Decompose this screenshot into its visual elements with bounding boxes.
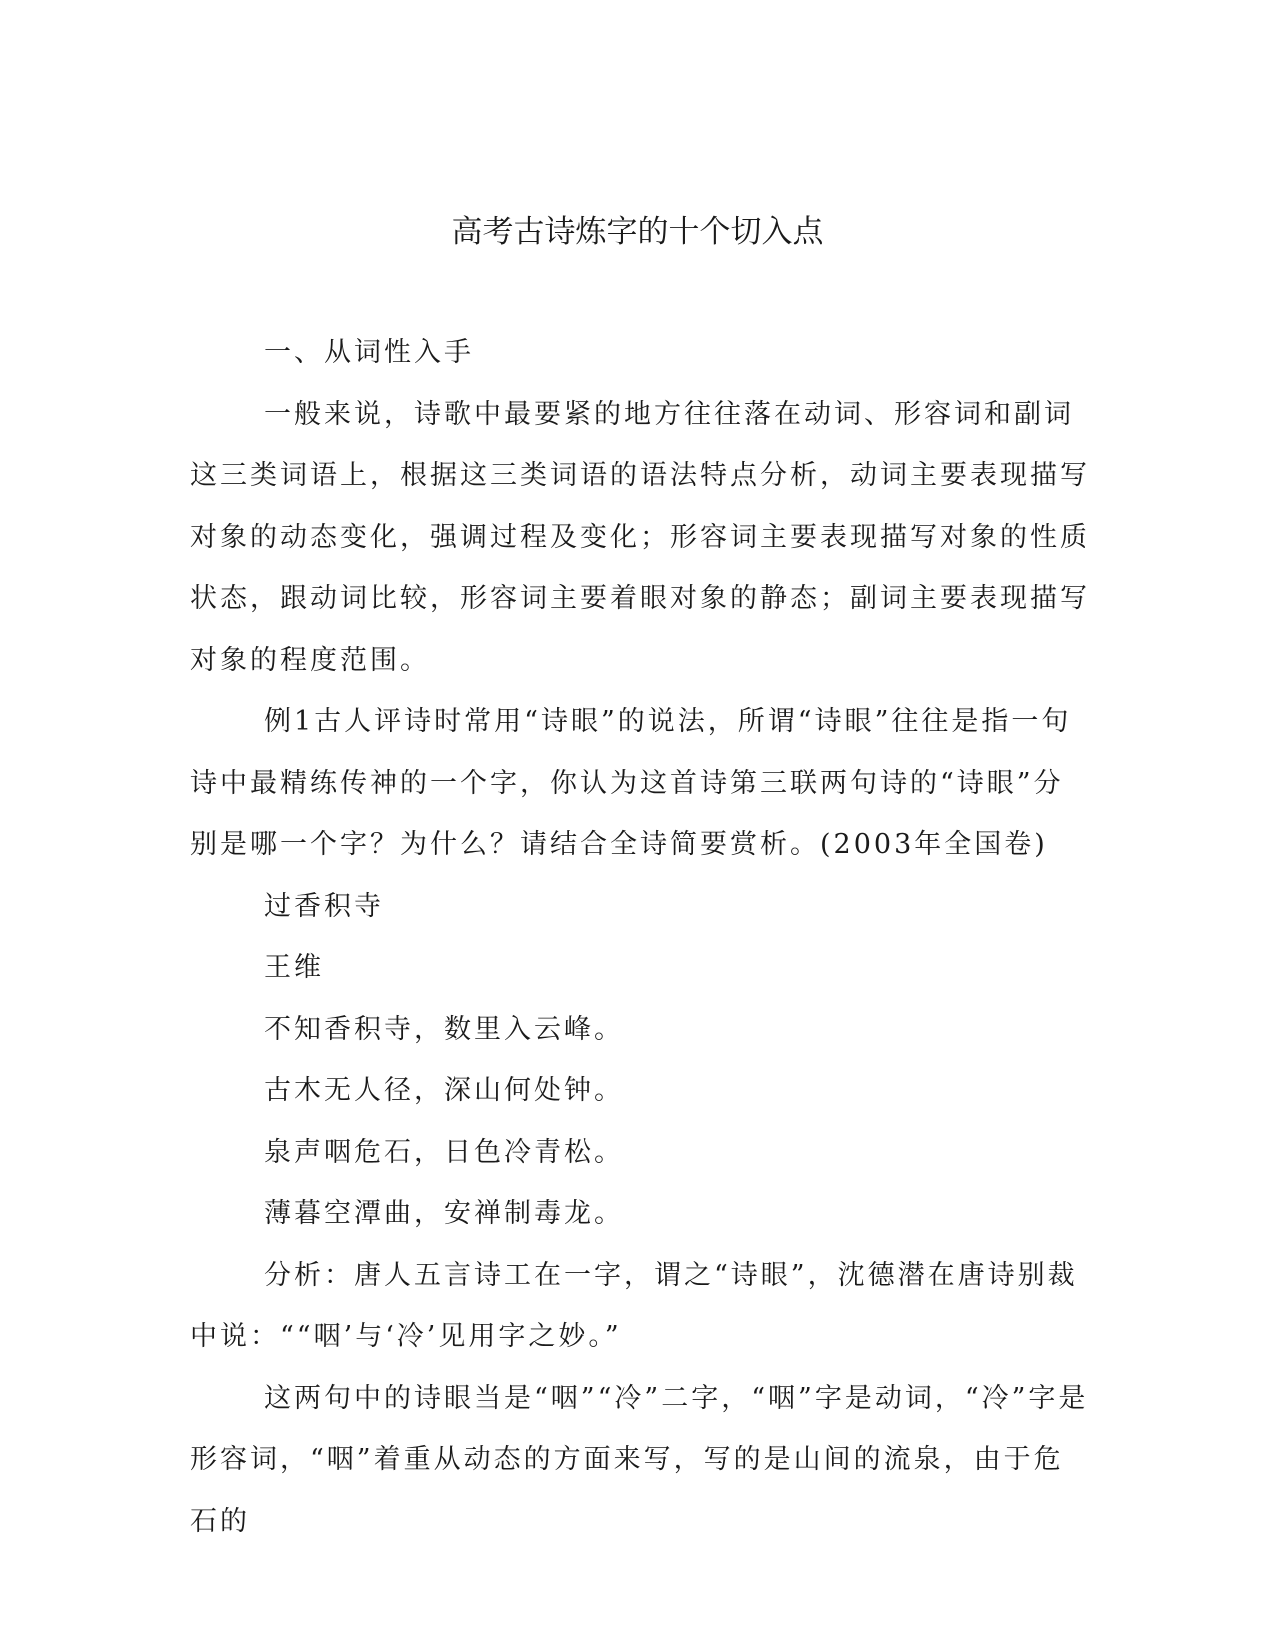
poem-line: 薄暮空潭曲，安禅制毒龙。 (264, 1198, 624, 1229)
poem-line: 古木无人径，深山何处钟。 (264, 1075, 624, 1106)
poem-line: 不知香积寺，数里入云峰。 (264, 1013, 624, 1045)
poem-author: 王维 (264, 952, 324, 983)
poem-line: 泉声咽危石，日色冷青松。 (264, 1136, 624, 1168)
paragraph: 分析：唐人五言诗工在一字，谓之“诗眼”，沈德潜在唐诗别裁中说：““咽’与‘冷’见用字之妙。” (190, 1259, 1078, 1352)
document-body (190, 322, 1090, 1552)
poem-title: 过香积寺 (264, 890, 384, 922)
document-title: 高考古诗炼字的十个切入点 (451, 214, 824, 250)
paragraph: 这两句中的诗眼当是“咽”“冷”二字，“咽”字是动词，“冷”字是形容词，“咽”着重从动态的方面来写，写的是山间的流泉，由于危石的 (190, 1382, 1089, 1537)
paragraph: 例1古人评诗时常用“诗眼”的说法，所谓“诗眼”往往是指一句诗中最精练传神的一个字，你认为这首诗第三联两句诗的“诗眼”分别是哪一个字？为什么？请结合全诗简要赏析。(2003年全国卷) (190, 706, 1072, 860)
section-heading: 一、从词性入手 (264, 337, 474, 368)
paragraph: 一般来说，诗歌中最要紧的地方往往落在动词、形容词和副词这三类词语上，根据这三类词语的语法特点分析，动词主要表现描写对象的动态变化，强调过程及变化；形容词主要表现描写对象的性质状态，跟动词比较，形容词主要着眼对象的静态；副词主要表现描写对象的程度范围。 (190, 398, 1090, 676)
